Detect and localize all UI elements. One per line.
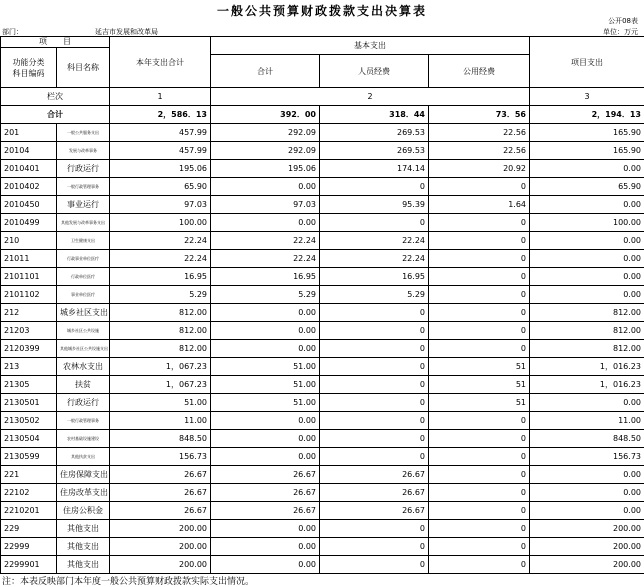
table-row <box>1 160 644 178</box>
row-personnel: 26.67 <box>320 502 429 520</box>
total-row <box>1 106 644 124</box>
row-project: 200.00 <box>530 556 644 574</box>
row-public: 0 <box>429 538 530 556</box>
row-code: 2010401 <box>1 160 57 178</box>
row-name: 卫生健康支出 <box>57 232 110 250</box>
row-total: 1，067.23 <box>110 376 211 394</box>
row-public: 0 <box>429 466 530 484</box>
row-basic-subtotal: 0.00 <box>211 538 320 556</box>
table-row <box>1 448 644 466</box>
row-public: 0 <box>429 502 530 520</box>
row-project: 0.00 <box>530 484 644 502</box>
row-code: 229 <box>1 520 57 538</box>
row-public: 0 <box>429 178 530 196</box>
row-basic-subtotal: 195.06 <box>211 160 320 178</box>
row-code: 20104 <box>1 142 57 160</box>
total-project: 2，194．13 <box>530 106 644 124</box>
row-personnel: 0 <box>320 556 429 574</box>
table-row <box>1 538 644 556</box>
row-basic-subtotal: 0.00 <box>211 214 320 232</box>
row-project: 165.90 <box>530 142 644 160</box>
row-basic-subtotal: 0.00 <box>211 520 320 538</box>
row-name: 城乡社区支出 <box>57 304 110 322</box>
table-row <box>1 394 644 412</box>
row-basic-subtotal: 51.00 <box>211 394 320 412</box>
row-project: 0.00 <box>530 232 644 250</box>
total-personnel: 318．44 <box>320 106 429 124</box>
column-index-label: 栏次 <box>1 88 110 106</box>
row-name: 行政事业单位医疗 <box>57 250 110 268</box>
row-code: 2130501 <box>1 394 57 412</box>
table-row <box>1 178 644 196</box>
row-project: 1，016.23 <box>530 358 644 376</box>
row-personnel: 174.14 <box>320 160 429 178</box>
unit-label: 单位：万元 <box>603 27 638 37</box>
row-project: 65.90 <box>530 178 644 196</box>
row-personnel: 0 <box>320 322 429 340</box>
row-total: 22.24 <box>110 250 211 268</box>
row-project: 0.00 <box>530 502 644 520</box>
row-basic-subtotal: 0.00 <box>211 322 320 340</box>
row-basic-subtotal: 0.00 <box>211 340 320 358</box>
row-project: 200.00 <box>530 520 644 538</box>
header-basic: 基本支出 <box>211 37 530 55</box>
total-label: 合计 <box>1 106 110 124</box>
row-personnel: 16.95 <box>320 268 429 286</box>
row-basic-subtotal: 0.00 <box>211 304 320 322</box>
row-code: 2299901 <box>1 556 57 574</box>
row-personnel: 26.67 <box>320 484 429 502</box>
row-name: 其他城乡社区公共设施支出 <box>57 340 110 358</box>
row-public: 0 <box>429 322 530 340</box>
row-personnel: 0 <box>320 358 429 376</box>
row-public: 22.56 <box>429 124 530 142</box>
row-personnel: 95.39 <box>320 196 429 214</box>
row-code: 22999 <box>1 538 57 556</box>
row-total: 26.67 <box>110 484 211 502</box>
row-total: 16.95 <box>110 268 211 286</box>
table-row <box>1 286 644 304</box>
column-index-3: 3 <box>530 88 644 106</box>
row-personnel: 0 <box>320 448 429 466</box>
row-personnel: 0 <box>320 394 429 412</box>
row-basic-subtotal: 0.00 <box>211 430 320 448</box>
row-total: 200.00 <box>110 538 211 556</box>
table-row <box>1 466 644 484</box>
header-project-expense: 项目支出 <box>530 37 644 88</box>
row-name: 一般行政管理事务 <box>57 178 110 196</box>
row-basic-subtotal: 26.67 <box>211 466 320 484</box>
column-index-2: 2 <box>211 88 530 106</box>
row-public: 0 <box>429 250 530 268</box>
row-basic-subtotal: 51.00 <box>211 358 320 376</box>
row-public: 0 <box>429 286 530 304</box>
table-row <box>1 358 644 376</box>
row-name: 一般公共服务支出 <box>57 124 110 142</box>
row-project: 156.73 <box>530 448 644 466</box>
total-amount: 2，586．13 <box>110 106 211 124</box>
row-public: 22.56 <box>429 142 530 160</box>
row-public: 51 <box>429 376 530 394</box>
row-project: 0.00 <box>530 268 644 286</box>
row-personnel: 0 <box>320 178 429 196</box>
row-project: 1，016.23 <box>530 376 644 394</box>
row-personnel: 22.24 <box>320 250 429 268</box>
row-total: 65.90 <box>110 178 211 196</box>
row-total: 1，067.23 <box>110 358 211 376</box>
row-code: 2010450 <box>1 196 57 214</box>
row-basic-subtotal: 97.03 <box>211 196 320 214</box>
row-personnel: 269.53 <box>320 142 429 160</box>
row-name: 城乡社区公共设施 <box>57 322 110 340</box>
row-total: 457.99 <box>110 142 211 160</box>
row-personnel: 0 <box>320 304 429 322</box>
row-total: 156.73 <box>110 448 211 466</box>
row-name: 行政单位医疗 <box>57 268 110 286</box>
row-basic-subtotal: 292.09 <box>211 124 320 142</box>
row-total: 812.00 <box>110 322 211 340</box>
row-name: 其他扶贫支出 <box>57 448 110 466</box>
page-title: 一般公共预算财政拨款支出决算表 <box>0 2 644 19</box>
row-personnel: 0 <box>320 214 429 232</box>
row-project: 0.00 <box>530 466 644 484</box>
table-row <box>1 376 644 394</box>
row-personnel: 26.67 <box>320 466 429 484</box>
row-name: 扶贫 <box>57 376 110 394</box>
row-personnel: 0 <box>320 412 429 430</box>
row-public: 0 <box>429 520 530 538</box>
table-row <box>1 412 644 430</box>
row-code: 213 <box>1 358 57 376</box>
row-total: 200.00 <box>110 556 211 574</box>
table-row <box>1 520 644 538</box>
table-row <box>1 430 644 448</box>
row-personnel: 0 <box>320 520 429 538</box>
column-index-1: 1 <box>110 88 211 106</box>
table-row <box>1 214 644 232</box>
row-basic-subtotal: 5.29 <box>211 286 320 304</box>
row-name: 事业运行 <box>57 196 110 214</box>
row-total: 26.67 <box>110 502 211 520</box>
row-project: 11.00 <box>530 412 644 430</box>
row-name: 住房保障支出 <box>57 466 110 484</box>
row-project: 0.00 <box>530 286 644 304</box>
row-total: 22.24 <box>110 232 211 250</box>
row-basic-subtotal: 26.67 <box>211 484 320 502</box>
row-public: 20.92 <box>429 160 530 178</box>
table-row <box>1 556 644 574</box>
row-name: 农林水支出 <box>57 358 110 376</box>
row-public: 0 <box>429 214 530 232</box>
row-project: 0.00 <box>530 394 644 412</box>
row-total: 100.00 <box>110 214 211 232</box>
row-project: 0.00 <box>530 196 644 214</box>
row-project: 165.90 <box>530 124 644 142</box>
row-name: 其他支出 <box>57 556 110 574</box>
row-public: 0 <box>429 340 530 358</box>
table-row <box>1 268 644 286</box>
row-code: 2010402 <box>1 178 57 196</box>
row-public: 0 <box>429 232 530 250</box>
row-code: 2120399 <box>1 340 57 358</box>
row-basic-subtotal: 0.00 <box>211 448 320 466</box>
row-basic-subtotal: 22.24 <box>211 250 320 268</box>
row-total: 812.00 <box>110 304 211 322</box>
row-code: 201 <box>1 124 57 142</box>
row-name: 农村基础设施建设 <box>57 430 110 448</box>
row-public: 0 <box>429 484 530 502</box>
row-public: 0 <box>429 412 530 430</box>
row-code: 2101102 <box>1 286 57 304</box>
row-personnel: 0 <box>320 340 429 358</box>
row-public: 0 <box>429 268 530 286</box>
row-code: 221 <box>1 466 57 484</box>
row-public: 0 <box>429 556 530 574</box>
row-name: 行政运行 <box>57 394 110 412</box>
row-personnel: 269.53 <box>320 124 429 142</box>
row-code: 2130504 <box>1 430 57 448</box>
department-name: 延吉市发展和改革局 <box>95 28 158 36</box>
row-basic-subtotal: 16.95 <box>211 268 320 286</box>
row-code: 2130502 <box>1 412 57 430</box>
row-total: 51.00 <box>110 394 211 412</box>
total-basic-subtotal: 392．00 <box>211 106 320 124</box>
row-name: 发展与改革事务 <box>57 142 110 160</box>
row-code: 2210201 <box>1 502 57 520</box>
row-project: 0.00 <box>530 250 644 268</box>
row-public: 0 <box>429 304 530 322</box>
row-project: 812.00 <box>530 340 644 358</box>
row-basic-subtotal: 0.00 <box>211 412 320 430</box>
row-project: 812.00 <box>530 304 644 322</box>
row-personnel: 0 <box>320 538 429 556</box>
table-row <box>1 340 644 358</box>
department-label: 部门： <box>2 28 23 36</box>
row-personnel: 0 <box>320 376 429 394</box>
row-code: 212 <box>1 304 57 322</box>
header-subject-name: 科目名称 <box>57 48 110 88</box>
row-public: 1.64 <box>429 196 530 214</box>
row-name: 其他发展与改革事务支出 <box>57 214 110 232</box>
row-project: 0.00 <box>530 160 644 178</box>
row-total: 457.99 <box>110 124 211 142</box>
row-name: 一般行政管理事务 <box>57 412 110 430</box>
header-row-1 <box>1 37 644 48</box>
row-code: 2010499 <box>1 214 57 232</box>
row-name: 住房改革支出 <box>57 484 110 502</box>
header-subtotal: 合计 <box>211 55 320 88</box>
row-basic-subtotal: 0.00 <box>211 556 320 574</box>
row-code: 21305 <box>1 376 57 394</box>
row-name: 其他支出 <box>57 538 110 556</box>
table-row <box>1 196 644 214</box>
row-basic-subtotal: 292.09 <box>211 142 320 160</box>
row-public: 0 <box>429 448 530 466</box>
table-row <box>1 322 644 340</box>
row-name: 其他支出 <box>57 520 110 538</box>
row-public: 51 <box>429 358 530 376</box>
header-personnel: 人员经费 <box>320 55 429 88</box>
table-row <box>1 484 644 502</box>
row-total: 195.06 <box>110 160 211 178</box>
row-project: 848.50 <box>530 430 644 448</box>
row-project: 200.00 <box>530 538 644 556</box>
form-number: 公开08表 <box>608 16 638 26</box>
row-public: 0 <box>429 430 530 448</box>
row-name: 事业单位医疗 <box>57 286 110 304</box>
row-code: 21203 <box>1 322 57 340</box>
row-name: 住房公积金 <box>57 502 110 520</box>
row-basic-subtotal: 0.00 <box>211 178 320 196</box>
row-code: 22102 <box>1 484 57 502</box>
row-personnel: 22.24 <box>320 232 429 250</box>
row-personnel: 5.29 <box>320 286 429 304</box>
row-project: 100.00 <box>530 214 644 232</box>
row-name: 行政运行 <box>57 160 110 178</box>
row-code: 21011 <box>1 250 57 268</box>
header-project: 项 目 <box>1 37 110 48</box>
header-func-code: 功能分类 科目编码 <box>1 48 57 88</box>
table-row <box>1 304 644 322</box>
row-total: 848.50 <box>110 430 211 448</box>
row-total: 97.03 <box>110 196 211 214</box>
header-total: 本年支出合计 <box>110 37 211 88</box>
row-basic-subtotal: 22.24 <box>211 232 320 250</box>
total-public: 73．56 <box>429 106 530 124</box>
row-total: 5.29 <box>110 286 211 304</box>
row-code: 2101101 <box>1 268 57 286</box>
row-total: 11.00 <box>110 412 211 430</box>
table-row <box>1 124 644 142</box>
row-total: 812.00 <box>110 340 211 358</box>
expenditure-table <box>0 36 644 574</box>
row-code: 210 <box>1 232 57 250</box>
table-row <box>1 232 644 250</box>
table-row <box>1 502 644 520</box>
table-row <box>1 142 644 160</box>
row-basic-subtotal: 51.00 <box>211 376 320 394</box>
row-total: 26.67 <box>110 466 211 484</box>
row-personnel: 0 <box>320 430 429 448</box>
row-project: 812.00 <box>530 322 644 340</box>
row-code: 2130599 <box>1 448 57 466</box>
row-public: 51 <box>429 394 530 412</box>
footnote: 注：本表反映部门本年度一般公共预算财政拨款实际支出情况。 <box>2 574 254 587</box>
row-basic-subtotal: 26.67 <box>211 502 320 520</box>
header-public: 公用经费 <box>429 55 530 88</box>
row-total: 200.00 <box>110 520 211 538</box>
column-index-row <box>1 88 644 106</box>
table-row <box>1 250 644 268</box>
